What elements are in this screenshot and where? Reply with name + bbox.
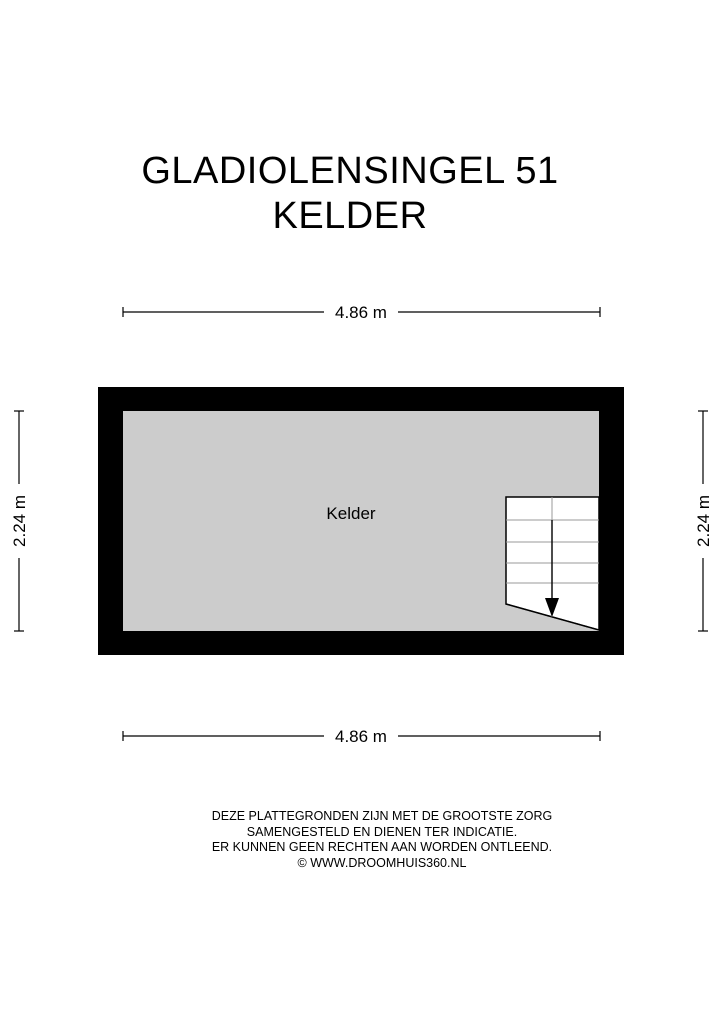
disclaimer-line-2: SAMENGESTELD EN DIENEN TER INDICATIE. — [246, 824, 518, 839]
right-dimension-label: 2.24 m — [694, 495, 713, 547]
bottom-dimension — [123, 727, 600, 746]
disclaimer-line-4: © WWW.DROOMHUIS360.NL — [297, 855, 467, 870]
left-dimension-label: 2.24 m — [10, 495, 29, 547]
disclaimer-line-1: DEZE PLATTEGRONDEN ZIJN MET DE GROOTSTE ZORG — [211, 809, 553, 823]
left-dimension — [10, 411, 29, 631]
room-label-kelder: Kelder — [326, 504, 376, 523]
top-dimension — [123, 303, 600, 322]
top-dimension-label: 4.86 m — [335, 303, 387, 322]
plan-title-address: GLADIOLENSINGEL 51 — [141, 150, 559, 192]
plan-title-floor: KELDER — [272, 195, 428, 237]
right-dimension — [694, 411, 713, 631]
bottom-dimension-label: 4.86 m — [335, 727, 387, 746]
disclaimer — [0, 809, 724, 871]
disclaimer-line-3: ER KUNNEN GEEN RECHTEN AAN WORDEN ONTLEEND. — [211, 840, 553, 854]
